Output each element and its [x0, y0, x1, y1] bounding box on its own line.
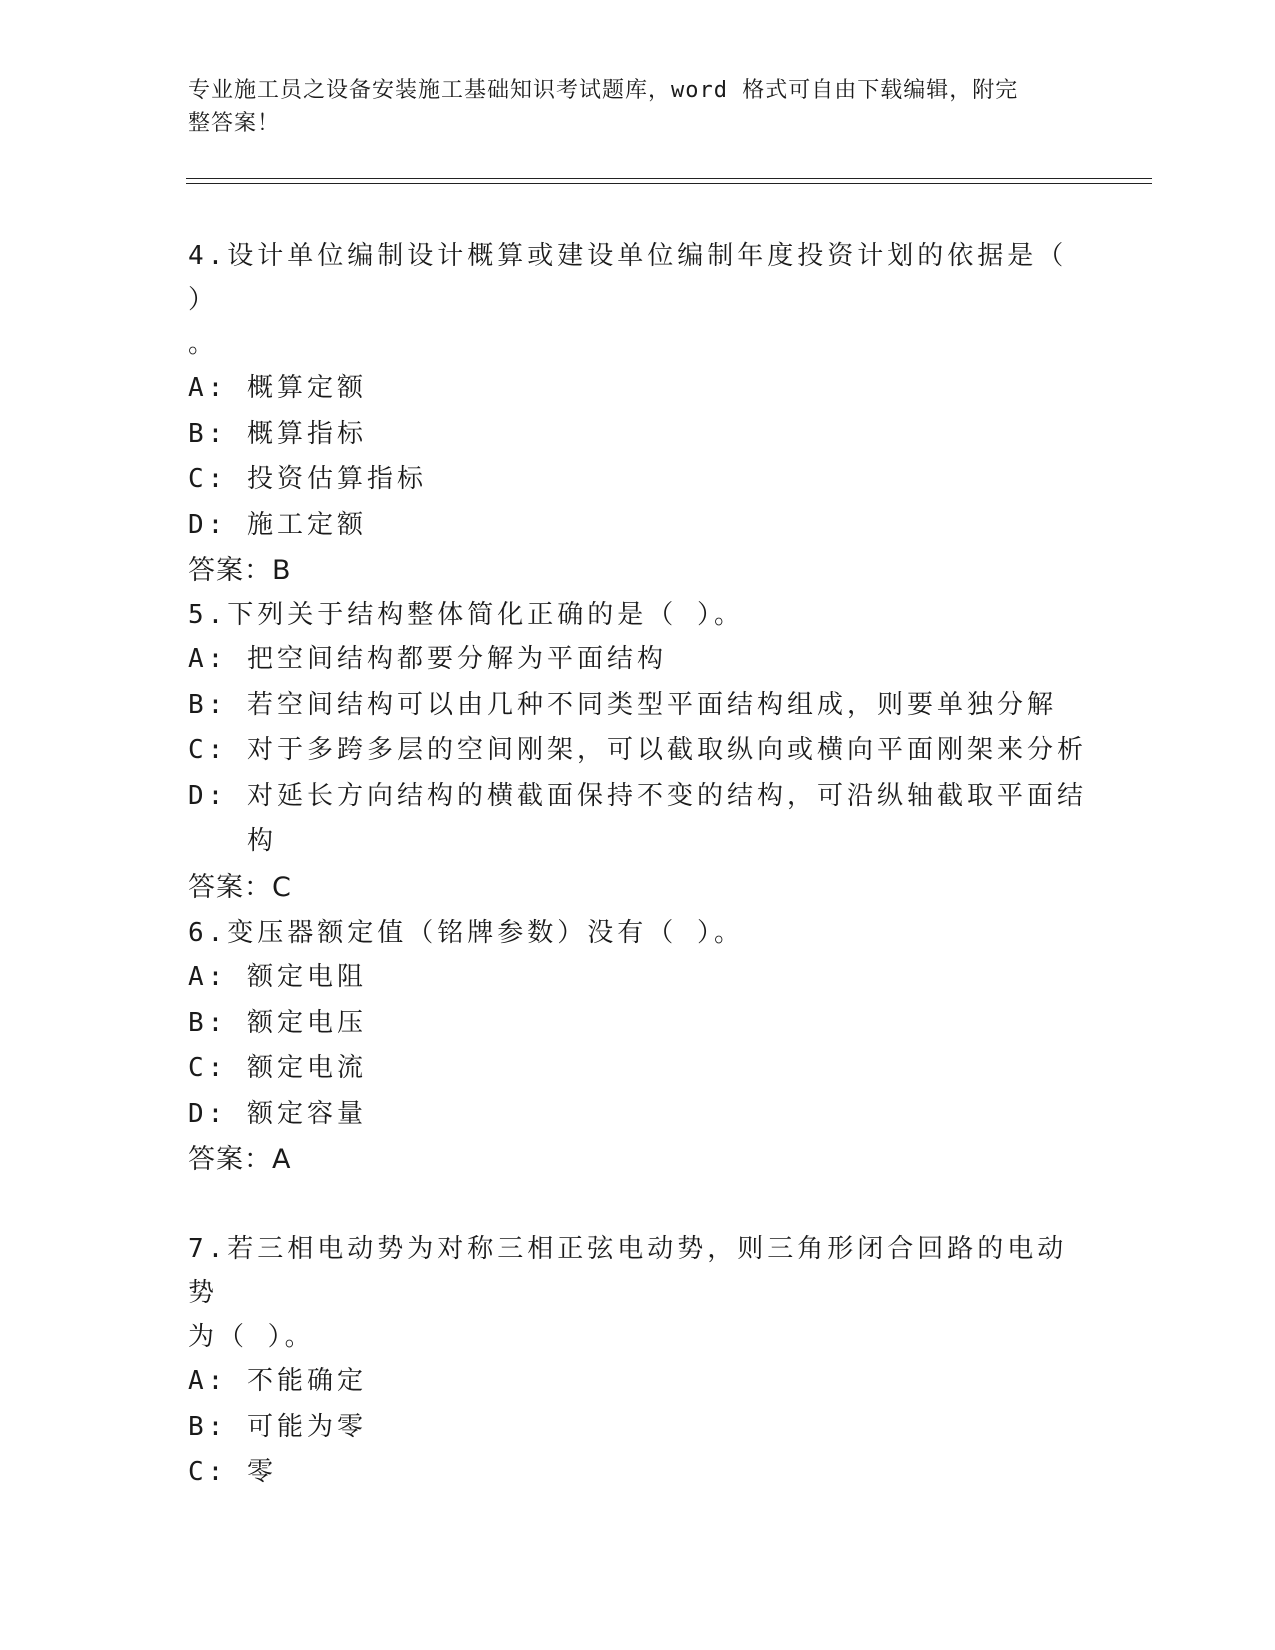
option-key: B: [188, 418, 247, 449]
option-key: D: [188, 1098, 247, 1129]
question-stem: 6.变压器额定值（铭牌参数）没有（ ）。 [188, 918, 744, 948]
option-text: 额定电阻 [246, 962, 367, 992]
question-6 [188, 911, 1088, 1183]
option-key: B: [188, 1007, 247, 1038]
question-4 [188, 234, 1088, 594]
option-c [188, 1450, 1088, 1496]
option-key: D: [188, 780, 247, 811]
option-text: 把空间结构都要分解为平面结构 [246, 644, 667, 674]
option-c [188, 728, 1088, 774]
answer: 答案：A [188, 1144, 292, 1175]
option-c [188, 1046, 1088, 1092]
option-b [188, 1001, 1088, 1047]
option-d [188, 503, 1088, 549]
question-stem: 5.下列关于结构整体简化正确的是（ ）。 [188, 600, 744, 630]
option-a [188, 637, 1088, 683]
option-text: 概算指标 [246, 418, 367, 449]
option-text: 额定电压 [246, 1007, 367, 1038]
answer: 答案：B [188, 555, 292, 586]
option-text: 对延长方向结构的横截面保持不变的结构，可沿纵轴截取平面结构 [246, 780, 1087, 856]
option-text: 施工定额 [246, 509, 367, 540]
option-a [188, 366, 1088, 412]
option-key: B: [188, 689, 247, 720]
option-key: C: [188, 735, 247, 765]
question-stem-continuation: 。 [188, 329, 219, 359]
option-text: 额定容量 [246, 1098, 367, 1129]
option-key: A: [188, 373, 247, 403]
option-text: 对于多跨多层的空间刚架，可以截取纵向或横向平面刚架来分析 [246, 735, 1087, 765]
option-c [188, 457, 1088, 503]
option-key: A: [188, 962, 247, 992]
option-text: 零 [246, 1457, 277, 1487]
option-b [188, 683, 1088, 729]
option-b [188, 1405, 1088, 1451]
question-stem: 4.设计单位编制设计概算或建设单位编制年度投资计划的依据是（ ） [188, 241, 1068, 315]
question-5 [188, 593, 1088, 911]
option-text: 额定电流 [246, 1053, 367, 1083]
question-7 [188, 1227, 1088, 1496]
option-d [188, 1092, 1088, 1138]
option-key: C: [188, 1053, 247, 1083]
option-key: C: [188, 464, 247, 494]
option-key: C: [188, 1457, 247, 1487]
option-a [188, 1359, 1088, 1405]
option-b [188, 412, 1088, 458]
option-text: 投资估算指标 [246, 464, 427, 494]
option-key: A: [188, 644, 247, 674]
option-text: 概算定额 [246, 373, 367, 403]
option-key: A: [188, 1366, 247, 1396]
option-key: D: [188, 509, 247, 540]
option-a [188, 955, 1088, 1001]
header-divider-bottom [186, 183, 1152, 184]
option-text: 不能确定 [246, 1366, 367, 1396]
answer: 答案：C [188, 871, 292, 903]
document-header [188, 74, 1068, 140]
question-stem: 7.若三相电动势为对称三相正弦电动势，则三角形闭合回路的电动势 [188, 1234, 1068, 1308]
question-stem-continuation: 为（ ）。 [188, 1322, 315, 1352]
option-text: 可能为零 [246, 1411, 367, 1442]
option-key: B: [188, 1411, 247, 1442]
header-divider-top [186, 178, 1152, 179]
header-line-1: 专业施工员之设备安装施工基础知识考试题库，word 格式可自由下载编辑，附完 [188, 78, 1019, 103]
option-text: 若空间结构可以由几种不同类型平面结构组成，则要单独分解 [246, 689, 1057, 720]
header-line-2: 整答案！ [188, 111, 281, 136]
option-d [188, 774, 1088, 865]
